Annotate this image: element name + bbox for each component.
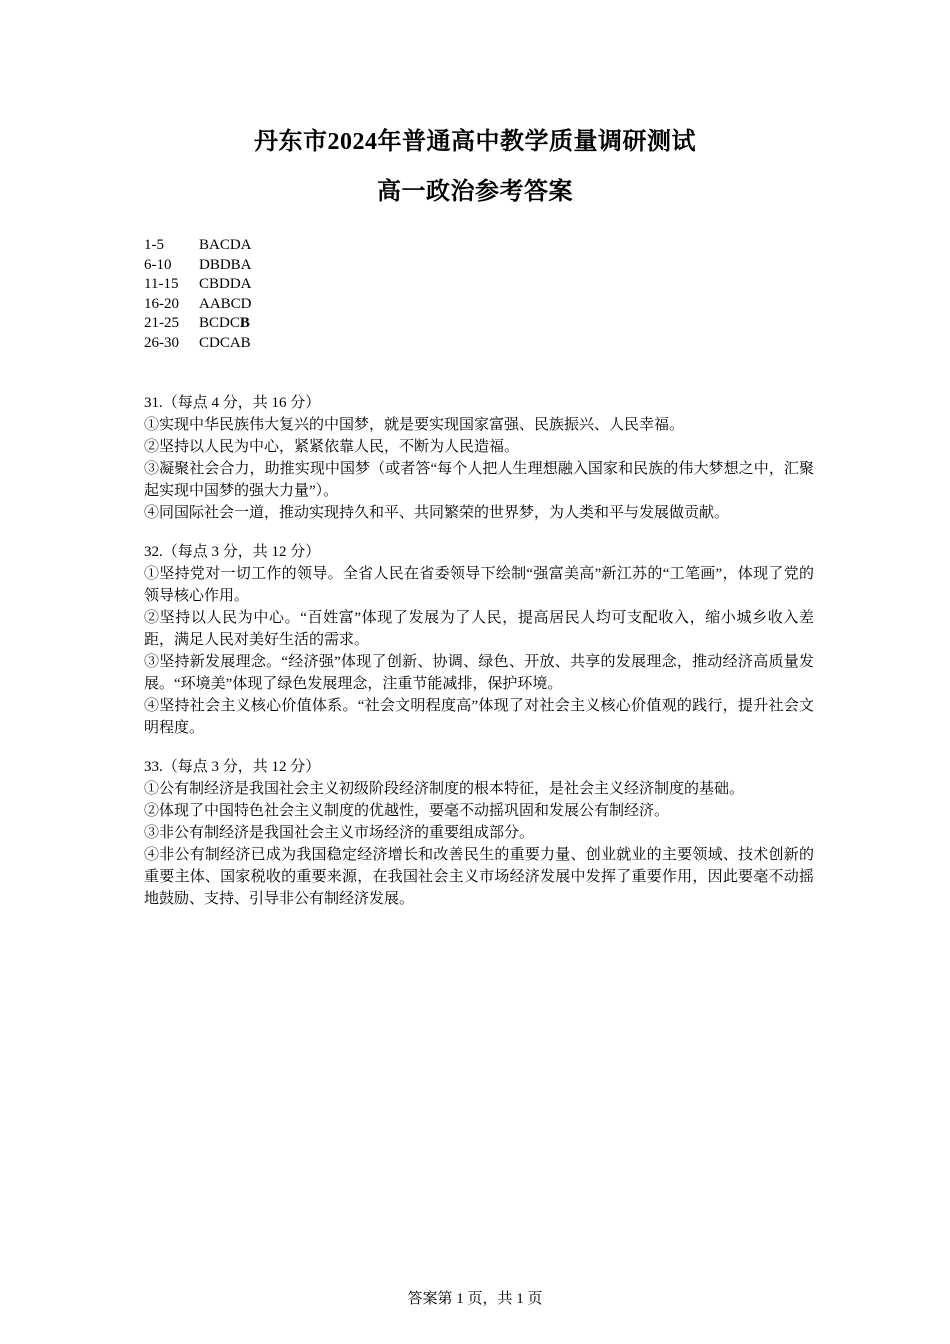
answer-point: ②坚持以人民为中心，紧紧依靠人民，不断为人民造福。 xyxy=(144,439,520,455)
answer-values: BACDA xyxy=(199,237,252,253)
answer-range: 21-25 xyxy=(144,315,179,331)
page-subtitle: 高一政治参考答案 xyxy=(377,179,573,205)
answer-point: ③坚持新发展理念。“经济强”体现了创新、协调、绿色、开放、共享的发展理念，推动经济高质量发展。“环境美”体现了绿色发展理念，注重节能减排，保护环境。 xyxy=(144,654,814,692)
answer-point: ④同国际社会一道，推动实现持久和平、共同繁荣的世界梦，为人类和平与发展做贡献。 xyxy=(144,505,730,521)
answer-point: ②坚持以人民为中心。“百姓富”体现了发展为了人民，提高居民人均可支配收入，缩小城乡收入差距，满足人民对美好生活的需求。 xyxy=(144,610,814,648)
answer-row xyxy=(144,295,252,315)
answer-values-bold: B xyxy=(239,315,250,331)
question-heading: 32.（每点 3 分，共 12 分） xyxy=(144,544,321,560)
answer-point: ①坚持党对一切工作的领导。全省人民在省委领导下绘制“强富美高”新江苏的“工笔画”，体现了党的领导核心作用。 xyxy=(144,566,814,604)
answer-range: 1-5 xyxy=(144,237,164,253)
answer-point: ③凝聚社会合力，助推实现中国梦（或者答“每个人把人生理想融入国家和民族的伟大梦想之中，汇聚起实现中国梦的强大力量”）。 xyxy=(144,461,814,499)
answer-row xyxy=(144,236,252,256)
answer-values-plain: BCDC xyxy=(199,315,240,331)
question-heading: 31.（每点 4 分，共 16 分） xyxy=(144,395,321,411)
answer-range: 26-30 xyxy=(144,334,179,351)
answer-point: ①实现中华民族伟大复兴的中国梦，就是要实现国家富强、民族振兴、人民幸福。 xyxy=(144,417,685,433)
answer-range: 16-20 xyxy=(144,295,179,312)
answer-values: CDCAB xyxy=(199,334,251,351)
answer-row xyxy=(144,256,252,276)
answer-point: ②体现了中国特色社会主义制度的优越性，要毫不动摇巩固和发展公有制经济。 xyxy=(144,803,670,819)
question-heading: 33.（每点 3 分，共 12 分） xyxy=(144,759,321,775)
answer-point: ③非公有制经济是我国社会主义市场经济的重要组成部分。 xyxy=(144,825,535,841)
choice-answers xyxy=(144,236,252,353)
answer-values: DBDBA xyxy=(199,256,252,273)
page-footer: 答案第 1 页，共 1 页 xyxy=(407,1291,543,1307)
answer-point: ①公有制经济是我国社会主义初级阶段经济制度的根本特征，是社会主义经济制度的基础。 xyxy=(144,781,745,797)
answer-values xyxy=(199,315,250,331)
page-title: 丹东市2024年普通高中教学质量调研测试 xyxy=(254,129,696,155)
answer-range: 6-10 xyxy=(144,256,172,273)
question-32 xyxy=(144,541,814,739)
question-33 xyxy=(144,756,814,910)
answer-row xyxy=(144,275,252,295)
answer-point: ④非公有制经济已成为我国稳定经济增长和改善民生的重要力量、创业就业的主要领域、技术创新的重要主体、国家税收的重要来源，在我国社会主义市场经济发展中发挥了重要作用，因此要毫不动摇地鼓励、支持、引导非公有制经济发展。 xyxy=(144,847,814,907)
answer-point: ④坚持社会主义核心价值体系。“社会文明程度高”体现了对社会主义核心价值观的践行，提升社会文明程度。 xyxy=(144,698,814,736)
question-31 xyxy=(144,392,814,524)
answer-values: AABCD xyxy=(199,295,252,312)
answer-range: 11-15 xyxy=(144,276,179,292)
answer-row xyxy=(144,334,252,354)
answer-values: CBDDA xyxy=(199,276,252,292)
answer-row xyxy=(144,314,252,334)
